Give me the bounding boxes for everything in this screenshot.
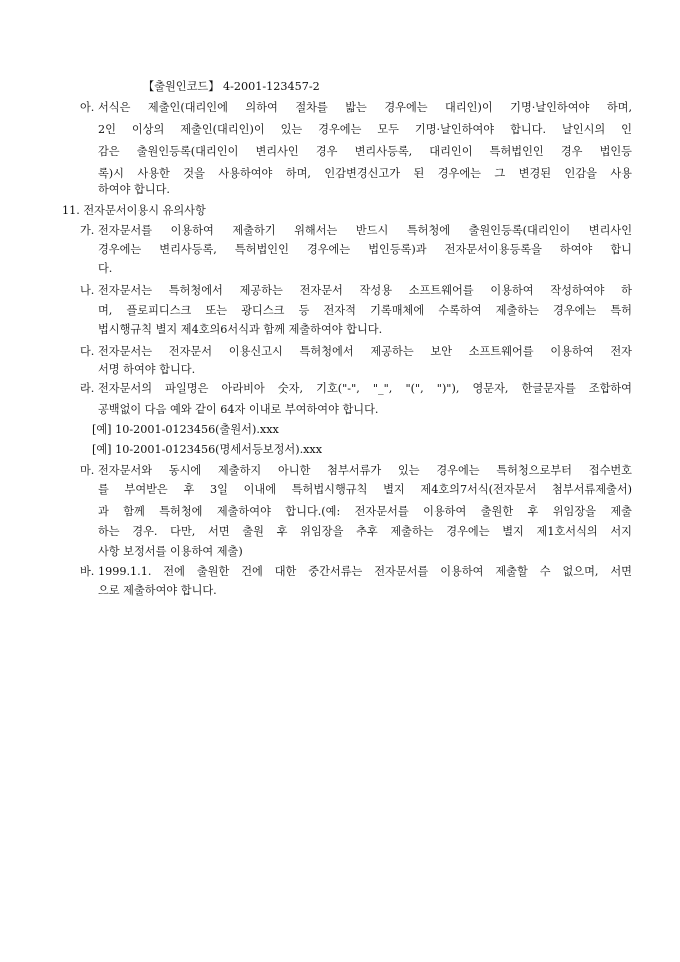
item-line: 며, 플로피디스크 또는 광디스크 등 전자적 기록매체에 수록하여 제출하는 경우에는 특허 <box>98 304 632 317</box>
item-marker: 나. <box>80 284 95 297</box>
item-line: 를 부여받은 후 3일 이내에 특허법시행규칙 별지 제4호의7서식(전자문서 첨부서류제출서) <box>98 483 632 496</box>
item-line: 경우에는 변리사등록, 특허법인인 경우에는 법인등록)과 전자문서이용등록을 하여야 합니 <box>98 243 632 256</box>
filename-example: [예] 10-2001-0123456(명세서등보정서).xxx <box>92 443 323 456</box>
item-a-line: 록)시 사용한 것을 사용하여야 하며, 인감변경신고가 된 경우에는 그 변경된 인감을 사용 <box>98 167 632 180</box>
item-line: 다. <box>98 262 113 275</box>
item-line: 법시행규칙 별지 제4호의6서식과 함께 제출하여야 합니다. <box>98 323 383 336</box>
item-marker: 바. <box>80 565 95 578</box>
item-line: 사항 보정서를 이용하여 제출) <box>98 545 243 558</box>
item-a-line: 하여야 합니다. <box>98 183 170 196</box>
section-heading: 11. 전자문서이용시 유의사항 <box>62 204 206 217</box>
item-marker: 라. <box>80 382 95 395</box>
item-line: 으로 제출하여야 합니다. <box>98 584 217 597</box>
item-line: 1999.1.1. 전에 출원한 건에 대한 중간서류는 전자문서를 이용하여 제출할 수 없으며, 서면 <box>98 565 632 578</box>
item-line: 공백없이 다음 예와 같이 64자 이내로 부여하여야 합니다. <box>98 403 379 416</box>
item-line: 서명 하여야 합니다. <box>98 363 196 376</box>
item-marker: 마. <box>80 464 95 477</box>
item-marker-a: 아. <box>80 101 95 114</box>
item-marker: 다. <box>80 345 95 358</box>
item-line: 전자문서는 전자문서 이용신고시 특허청에서 제공하는 보안 소프트웨어를 이용하여 전자 <box>98 345 632 358</box>
item-line: 전자문서를 이용하여 제출하기 위해서는 반드시 특허청에 출원인등록(대리인이 변리사인 <box>98 224 632 237</box>
item-line: 과 함께 특허청에 제출하여야 합니다.(예: 전자문서를 이용하여 출원한 후 위임장을 제출 <box>98 505 632 518</box>
item-line: 하는 경우. 다만, 서면 출원 후 위임장을 추후 제출하는 경우에는 별지 제1호서식의 서지 <box>98 525 632 538</box>
item-marker: 가. <box>80 224 95 237</box>
item-line: 전자문서는 특허청에서 제공하는 전자문서 작성용 소프트웨어를 이용하여 작성하여야 하 <box>98 284 632 297</box>
item-line: 전자문서와 동시에 제출하지 아니한 첨부서류가 있는 경우에는 특허청으로부터 접수번호 <box>98 464 632 477</box>
item-a-line: 감은 출원인등록(대리인이 변리사인 경우 변리사등록, 대리인이 특허법인인 경우 법인등 <box>98 145 632 158</box>
item-a-line: 2인 이상의 제출인(대리인)이 있는 경우에는 모두 기명·날인하여야 합니다. 날인시의 인 <box>98 123 632 136</box>
item-line: 전자문서의 파일명은 아라비아 숫자, 기호("-", "_", "(", ")"), 영문자, 한글문자를 조합하여 <box>98 382 632 395</box>
item-a-line: 서식은 제출인(대리인에 의하여 절차를 밟는 경우에는 대리인)이 기명·날인하여야 하며, <box>98 101 632 114</box>
filename-example: [예] 10-2001-0123456(출원서).xxx <box>92 423 279 436</box>
applicant-code: 【출원인코드】 4-2001-123457-2 <box>143 80 320 93</box>
